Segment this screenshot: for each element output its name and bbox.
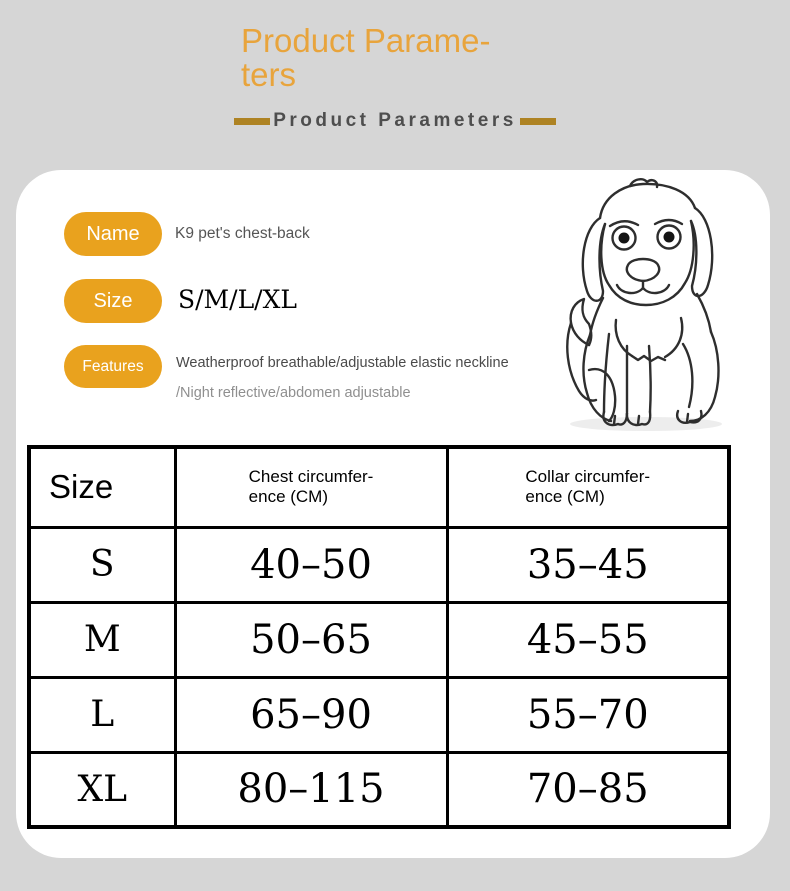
name-label-pill bbox=[64, 212, 162, 256]
features-label-pill bbox=[64, 345, 162, 388]
row-chest: 50–65 bbox=[175, 602, 447, 677]
table-row bbox=[29, 602, 729, 677]
row-size: XL bbox=[29, 752, 175, 827]
subtitle-dash-right bbox=[520, 118, 556, 125]
row-collar: 45–55 bbox=[447, 602, 729, 677]
product-parameters-card bbox=[16, 170, 770, 858]
puppy-illustration-icon bbox=[550, 172, 738, 434]
features-value-line2: /Night reflective/abdomen adjustable bbox=[176, 385, 411, 401]
subtitle-dash-left bbox=[234, 118, 270, 125]
header-size: Size bbox=[29, 447, 175, 527]
row-chest: 40–50 bbox=[175, 527, 447, 602]
features-value-line1: Weatherproof breathable/adjustable elastic neckline bbox=[176, 355, 509, 371]
page-title-line1: Product Parame- bbox=[241, 22, 491, 59]
row-collar: 55–70 bbox=[447, 677, 729, 752]
row-collar: 70–85 bbox=[447, 752, 729, 827]
size-value: S/M/L/XL bbox=[178, 284, 297, 314]
size-label: Size bbox=[93, 289, 133, 312]
header-chest: Chest circumfer- ence (CM) bbox=[175, 447, 447, 527]
section-subtitle bbox=[0, 110, 790, 132]
page-title-line2: ters bbox=[241, 56, 297, 93]
row-chest: 65–90 bbox=[175, 677, 447, 752]
table-row bbox=[29, 752, 729, 827]
table-row bbox=[29, 527, 729, 602]
row-size: M bbox=[29, 602, 175, 677]
size-table-header-row bbox=[29, 447, 729, 527]
size-label-pill bbox=[64, 279, 162, 323]
table-row bbox=[29, 677, 729, 752]
row-size: L bbox=[29, 677, 175, 752]
subtitle-text: Product Parameters bbox=[273, 110, 517, 131]
header-collar: Collar circumfer- ence (CM) bbox=[447, 447, 729, 527]
size-chart-table bbox=[27, 445, 731, 829]
name-label: Name bbox=[86, 222, 140, 245]
row-size: S bbox=[29, 527, 175, 602]
row-chest: 80–115 bbox=[175, 752, 447, 827]
row-collar: 35–45 bbox=[447, 527, 729, 602]
page-title bbox=[241, 24, 541, 92]
features-label: Features bbox=[82, 357, 144, 375]
name-value: K9 pet's chest-back bbox=[175, 225, 310, 242]
